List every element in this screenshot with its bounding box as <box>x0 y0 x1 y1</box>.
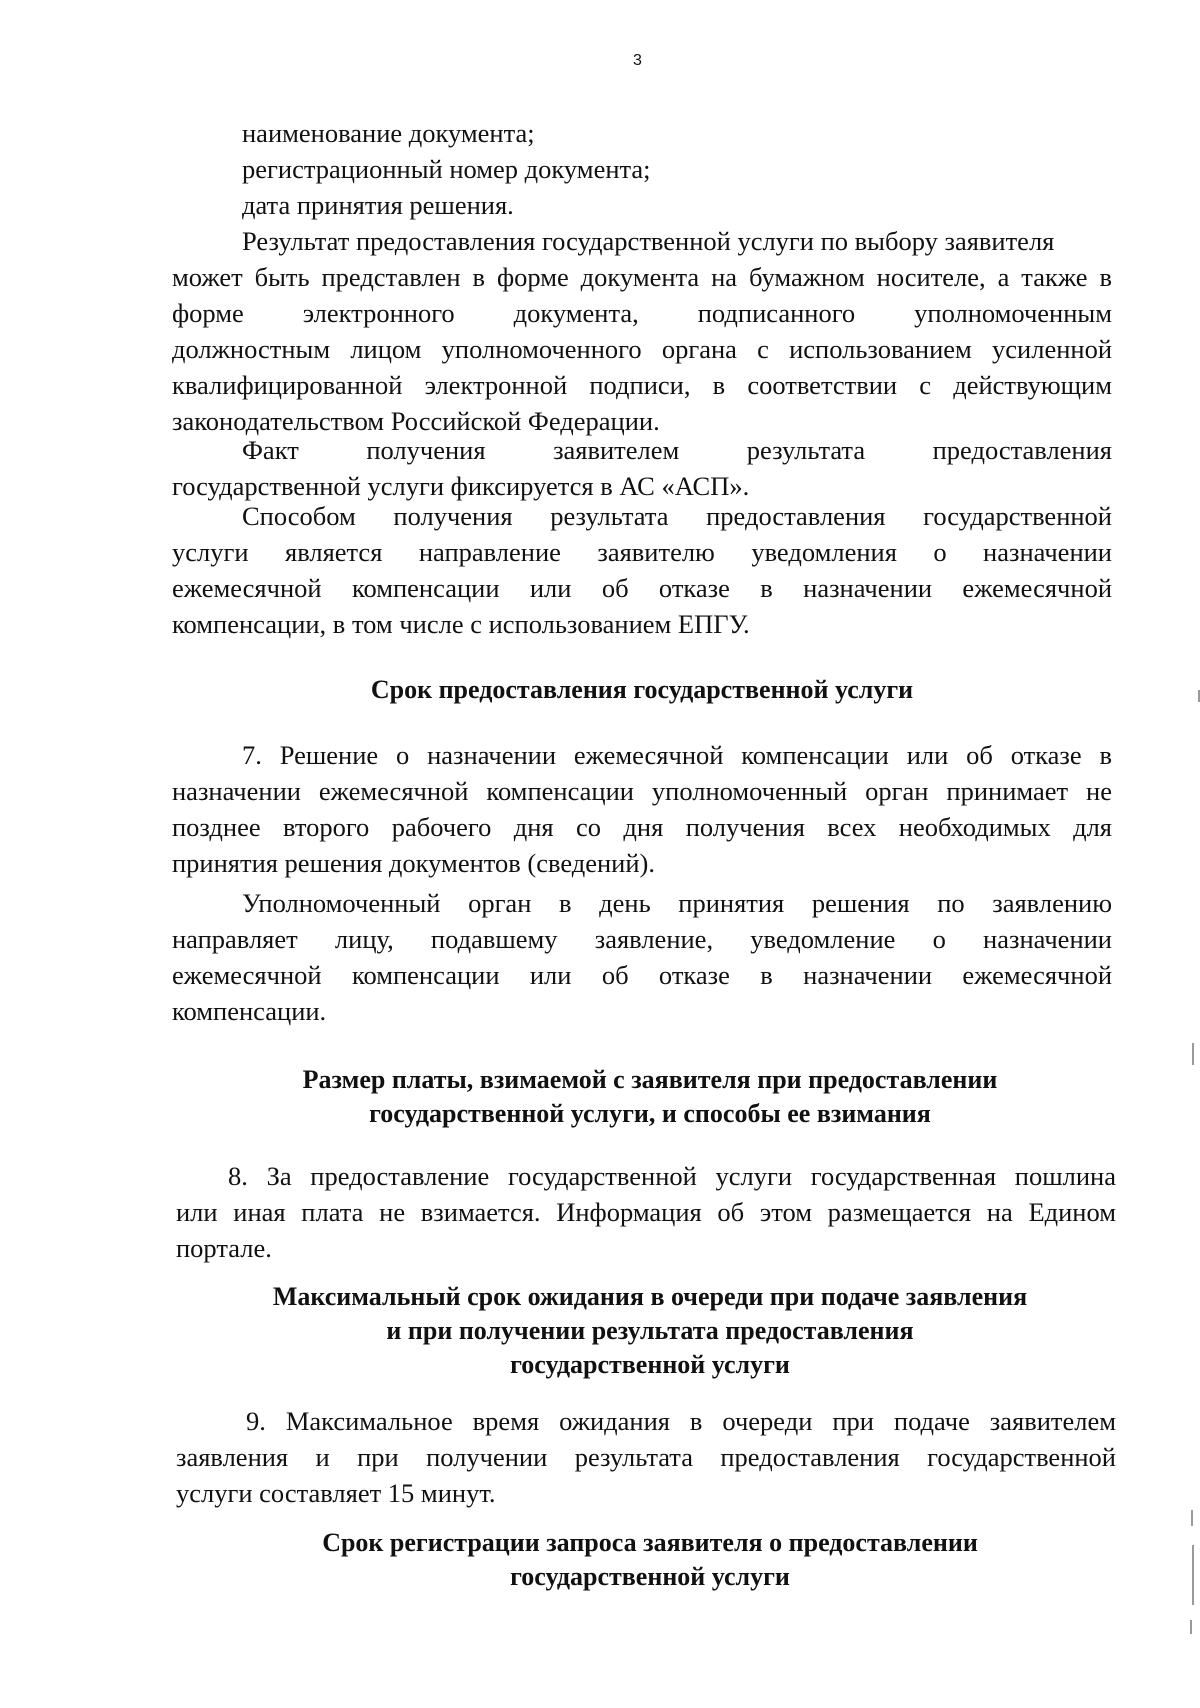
paragraph-line: назначении ежемесячной компенсации уполномоченный орган принимает не <box>172 776 1112 806</box>
paragraph-result-method <box>172 498 1112 642</box>
paragraph-line: услуги составляет 15 минут. <box>176 1478 496 1508</box>
paragraph-line: Способом получения результата предоставления государственной <box>242 501 1112 531</box>
paragraph-line: или иная плата не взимается. Информация об этом размещается на Едином <box>176 1197 1116 1227</box>
paragraph-8 <box>176 1158 1116 1266</box>
heading-line: Срок регистрации запроса заявителя о предоставлении <box>322 1528 978 1557</box>
paragraph-line: направляет лицу, подавшему заявление, уведомление о назначении <box>172 924 1112 954</box>
list-item: регистрационный номер документа; <box>242 154 651 184</box>
heading-line: государственной услуги <box>510 1562 790 1591</box>
paragraph-result-form <box>172 223 1112 439</box>
document-fields-list <box>172 115 1112 223</box>
heading-line: Максимальный срок ожидания в очереди при подаче заявления <box>272 1282 1028 1311</box>
section-heading <box>172 673 1112 707</box>
paragraph-line: Результат предоставления государственной услуги по выбору заявителя <box>242 226 1055 256</box>
paragraph-line: Факт получения заявителем результата предоставления <box>242 435 1112 465</box>
paragraph-line: позднее второго рабочего дня со дня получения всех необходимых для <box>172 812 1112 842</box>
paragraph-line: государственной услуги фиксируется в АС «АСП». <box>172 471 750 501</box>
paragraph-line: 9. Максимальное время ожидания в очереди при подаче заявителем <box>246 1406 1116 1436</box>
paragraph-fact-recording <box>172 432 1112 504</box>
section-heading <box>180 1063 1120 1131</box>
paragraph-line: Уполномоченный орган в день принятия решения по заявлению <box>242 888 1112 918</box>
paragraph-notification <box>172 885 1112 1029</box>
paragraph-line: ежемесячной компенсации или об отказе в назначении ежемесячной <box>172 960 1112 990</box>
paragraph-line: квалифицированной электронной подписи, в соответствии с действующим <box>172 370 1112 400</box>
heading-line: Срок предоставления государственной услуги <box>370 675 914 704</box>
scan-artifact <box>1192 1043 1194 1065</box>
paragraph-line: должностным лицом уполномоченного органа с использованием усиленной <box>172 334 1112 364</box>
heading-line: государственной услуги, и способы ее взимания <box>369 1099 931 1128</box>
paragraph-line: принятия решения документов (сведений). <box>172 848 655 878</box>
paragraph-9 <box>176 1403 1116 1511</box>
paragraph-line: портале. <box>176 1233 272 1263</box>
paragraph-line: заявления и при получении результата предоставления государственной <box>176 1442 1116 1472</box>
paragraph-line: услуги является направление заявителю уведомления о назначении <box>172 537 1112 567</box>
paragraph-line: форме электронного документа, подписанного уполномоченным <box>172 298 1112 328</box>
list-item: дата принятия решения. <box>242 190 514 220</box>
heading-line: Размер платы, взимаемой с заявителя при предоставлении <box>302 1065 998 1094</box>
paragraph-line: ежемесячной компенсации или об отказе в назначении ежемесячной <box>172 573 1112 603</box>
paragraph-line: компенсации. <box>172 996 327 1026</box>
paragraph-line: законодательством Российской Федерации. <box>172 406 660 436</box>
section-heading <box>180 1280 1120 1382</box>
section-heading <box>180 1526 1120 1594</box>
heading-line: и при получении результата предоставления <box>386 1316 914 1345</box>
paragraph-line: компенсации, в том числе с использованием ЕПГУ. <box>172 609 750 639</box>
list-item: наименование документа; <box>242 118 535 148</box>
scan-artifact <box>1192 1545 1194 1605</box>
scan-artifact <box>1190 1620 1192 1634</box>
page-number: 3 <box>633 52 642 69</box>
paragraph-line: 8. За предоставление государственной услуги государственная пошлина <box>228 1161 1116 1191</box>
paragraph-line: может быть представлен в форме документа на бумажном носителе, а также в <box>172 262 1112 292</box>
scan-artifact <box>1191 1510 1193 1526</box>
paragraph-line: 7. Решение о назначении ежемесячной компенсации или об отказе в <box>242 740 1112 770</box>
heading-line: государственной услуги <box>510 1350 790 1379</box>
paragraph-7 <box>172 737 1112 881</box>
